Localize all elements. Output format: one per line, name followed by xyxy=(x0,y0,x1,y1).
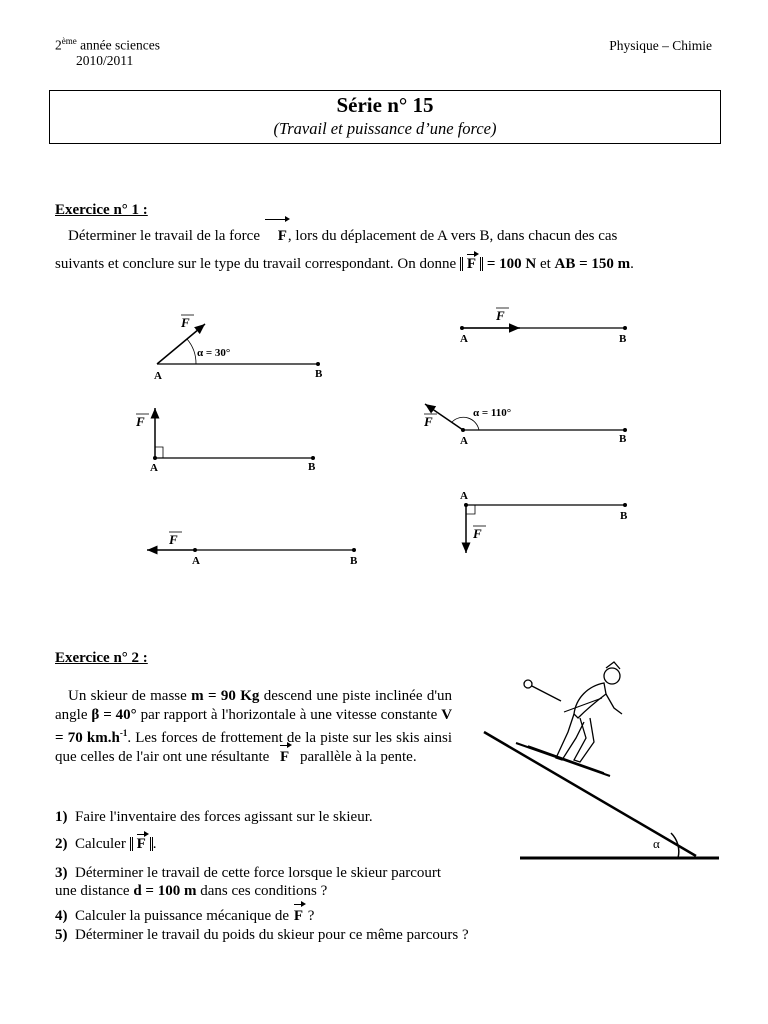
exercise-2-heading: Exercice n° 2 : xyxy=(55,650,148,666)
school-year: 2010/2011 xyxy=(76,53,134,68)
alpha-110-label: α = 110° xyxy=(473,407,512,419)
case-2-diagram xyxy=(460,308,627,345)
svg-text:B: B xyxy=(620,510,628,522)
svg-text:F: F xyxy=(136,414,145,429)
case-5-diagram xyxy=(460,490,628,553)
svg-text:A: A xyxy=(460,333,468,345)
exercise-1-statement: Déterminer le travail de la force F, lors du déplacement de A vers B, dans chacun des cas suivants et conclure sur le type du travail correspondant. On donne F = 100 N et AB = 150 m. xyxy=(55,222,720,278)
question-2: 2) Calculer F . xyxy=(55,836,157,852)
case-6-diagram xyxy=(147,532,358,567)
svg-text:F: F xyxy=(169,532,178,547)
case-3-diagram xyxy=(135,408,316,474)
svg-text:A: A xyxy=(460,435,468,447)
force-vector: F xyxy=(264,222,288,250)
skier-figure xyxy=(476,656,726,866)
svg-text:A: A xyxy=(192,555,200,567)
case-1-diagram xyxy=(154,315,323,382)
series-subtitle: (Travail et puissance d’une force) xyxy=(273,119,497,138)
case-4-diagram xyxy=(423,404,627,447)
svg-text:B: B xyxy=(350,555,358,567)
svg-text:B: B xyxy=(619,433,627,445)
label-b: B xyxy=(315,368,323,380)
point-b xyxy=(316,362,320,366)
label-a: A xyxy=(154,370,162,382)
svg-text:F: F xyxy=(496,308,505,323)
force-norm: F xyxy=(460,257,483,271)
question-3: 3) Déterminer le travail de cette force lorsque le skieur parcourt une distance d = 100 m dans ces conditions ? xyxy=(55,865,442,899)
svg-text:B: B xyxy=(619,333,627,345)
alpha-30-label: α = 30° xyxy=(197,347,231,359)
alpha-label: α xyxy=(653,836,660,851)
svg-text:A: A xyxy=(460,490,468,502)
question-5: 5) Déterminer le travail du poids du skieur pour ce même parcours ? xyxy=(55,927,469,943)
subject: Physique – Chimie xyxy=(609,38,712,53)
slope-line xyxy=(484,732,696,856)
question-1: 1) Faire l'inventaire des forces agissant sur le skieur. xyxy=(55,809,373,825)
svg-text:A: A xyxy=(150,462,158,474)
class-level: 2ème année sciences xyxy=(55,36,160,53)
exercise-1-heading: Exercice n° 1 : xyxy=(55,202,148,218)
label-f: F xyxy=(181,315,190,330)
question-4: 4) Calculer la puissance mécanique de F ? xyxy=(55,908,315,924)
svg-text:B: B xyxy=(308,461,316,473)
exercise-2-statement: Un skieur de masse m = 90 Kg descend une piste inclinée d'un angle β = 40° par rapport à l'horizontale à une vitesse constante V = 70 $km.h^{-1}$. Les forces de frottement de la piste sur les skis ainsi que celles de l'air ont une résultante F parallèle à la pente. xyxy=(55,688,453,765)
svg-text:F: F xyxy=(424,414,433,429)
series-title: Série n° 15 xyxy=(336,93,434,117)
svg-text:F: F xyxy=(473,526,482,541)
